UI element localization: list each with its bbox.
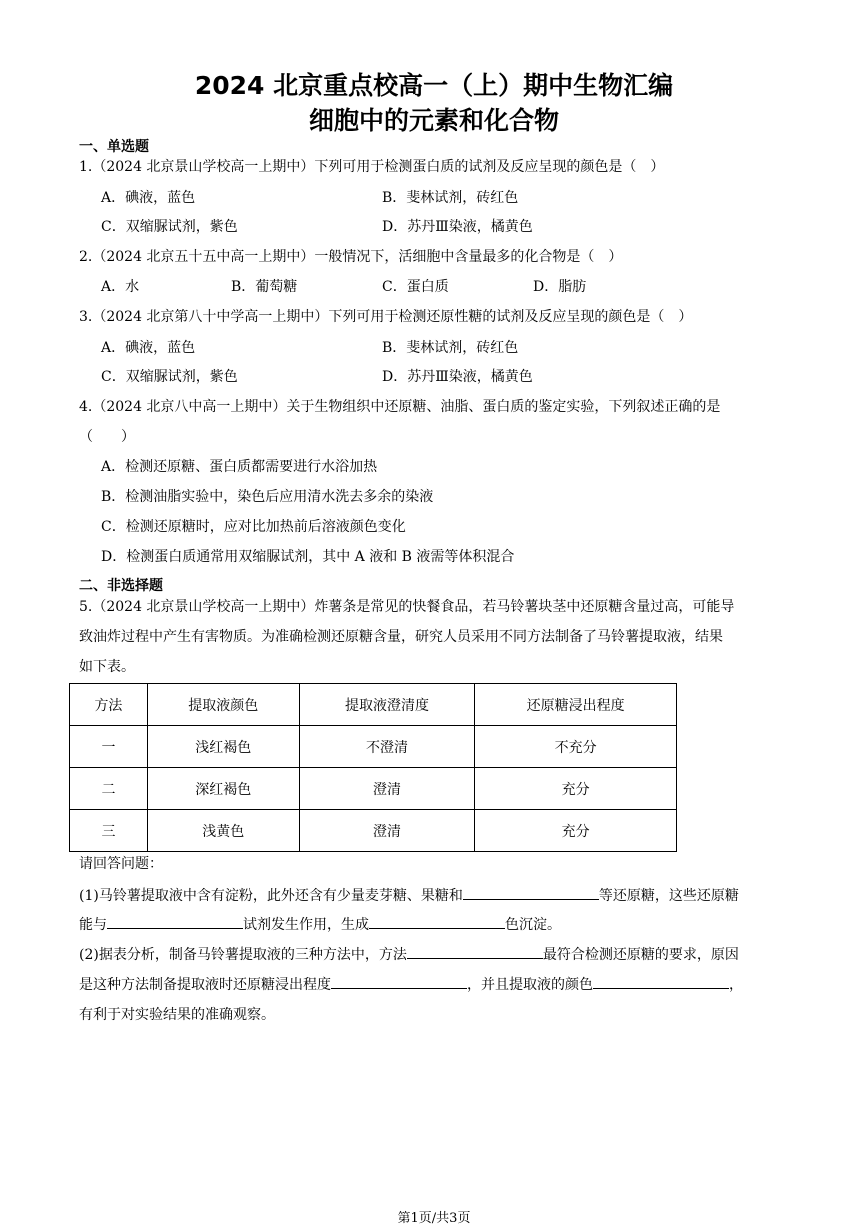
page-footer: 第1页/共3页 xyxy=(397,1211,471,1226)
answer-blank-4[interactable] xyxy=(407,944,543,959)
table-cell: 充分 xyxy=(475,768,677,810)
question-5-sub1-line1 xyxy=(79,885,739,905)
table-cell: 二 xyxy=(70,768,148,810)
table-cell: 三 xyxy=(70,810,148,852)
sub1-text-a: (1)马铃薯提取液中含有淀粉，此外还含有少量麦芽糖、果糖和 xyxy=(79,888,463,904)
question-1-option-b: B．斐林试剂，砖红色 xyxy=(382,190,519,206)
answer-blank-2[interactable] xyxy=(107,914,243,929)
question-4-stem: 4.（2024 北京八中高一上期中）关于生物组织中还原糖、油脂、蛋白质的鉴定实验，下列叙述正确的是 xyxy=(79,399,721,415)
question-1-option-c: C．双缩脲试剂，紫色 xyxy=(101,219,238,235)
answer-blank-1[interactable] xyxy=(463,885,599,900)
sub2-text-b: 最符合检测还原糖的要求，原因 xyxy=(542,947,739,963)
answer-blank-3[interactable] xyxy=(369,914,505,929)
sub2-text-d: ，并且提取液的颜色 xyxy=(467,977,593,993)
question-3-stem: 3.（2024 北京第八十中学高一上期中）下列可用于检测还原性糖的试剂及反应呈现的颜色是（ ） xyxy=(79,309,693,325)
question-1-stem: 1.（2024 北京景山学校高一上期中）下列可用于检测蛋白质的试剂及反应呈现的颜色是（ ） xyxy=(79,159,665,175)
document-subtitle: 细胞中的元素和化合物 xyxy=(308,106,559,135)
question-4-stem-bracket: （ ） xyxy=(79,429,135,445)
table-row xyxy=(70,810,677,852)
question-5-sub2-line1 xyxy=(79,944,739,964)
table-header-cell: 提取液颜色 xyxy=(147,684,299,726)
table-header-cell: 还原糖浸出程度 xyxy=(475,684,677,726)
question-5-stem-line2: 致油炸过程中产生有害物质。为准确检测还原糖含量，研究人员采用不同方法制备了马铃薯提取液，结果 xyxy=(79,629,723,645)
results-table xyxy=(69,683,677,852)
answer-blank-6[interactable] xyxy=(593,974,729,989)
question-4-option-b: B．检测油脂实验中，染色后应用清水洗去多余的染液 xyxy=(101,489,434,505)
question-2-option-b: B．葡萄糖 xyxy=(231,279,298,295)
table-row xyxy=(70,726,677,768)
answer-blank-5[interactable] xyxy=(331,974,467,989)
section-heading-single-choice: 一、单选题 xyxy=(79,139,149,155)
question-5-prompt: 请回答问题： xyxy=(79,856,163,872)
table-cell: 深红褐色 xyxy=(147,768,299,810)
table-header-cell: 方法 xyxy=(70,684,148,726)
table-cell: 浅黄色 xyxy=(147,810,299,852)
question-2-option-c: C．蛋白质 xyxy=(382,279,449,295)
question-3-option-a: A．碘液，蓝色 xyxy=(101,340,196,356)
question-5-stem-line3: 如下表。 xyxy=(79,659,135,675)
question-2-stem: 2.（2024 北京五十五中高一上期中）一般情况下，活细胞中含量最多的化合物是（ ） xyxy=(79,249,623,265)
table-cell: 澄清 xyxy=(299,768,475,810)
table-cell: 充分 xyxy=(475,810,677,852)
question-1-option-a: A．碘液，蓝色 xyxy=(101,190,196,206)
question-4-option-d: D．检测蛋白质通常用双缩脲试剂，其中 A 液和 B 液需等体积混合 xyxy=(101,549,515,565)
table-cell: 浅红褐色 xyxy=(147,726,299,768)
sub1-text-b: 等还原糖，这些还原糖 xyxy=(598,888,739,904)
sub2-text-a: (2)据表分析，制备马铃薯提取液的三种方法中，方法 xyxy=(79,947,407,963)
question-5-sub2-line2 xyxy=(79,974,743,994)
question-4-option-a: A．检测还原糖、蛋白质都需要进行水浴加热 xyxy=(101,459,378,475)
sub1-text-c: 能与 xyxy=(79,917,107,933)
table-cell: 一 xyxy=(70,726,148,768)
question-1-option-d: D．苏丹Ⅲ染液，橘黄色 xyxy=(382,219,533,235)
document-title: 2024 北京重点校高一（上）期中生物汇编 xyxy=(194,71,674,100)
sub1-text-d: 试剂发生作用，生成 xyxy=(243,917,369,933)
question-5-sub1-line2 xyxy=(79,914,561,934)
section-heading-non-choice: 二、非选择题 xyxy=(79,578,163,594)
question-3-option-c: C．双缩脲试剂，紫色 xyxy=(101,369,238,385)
question-5-sub2-line3: 有利于对实验结果的准确观察。 xyxy=(79,1007,275,1023)
question-2-option-d: D．脂肪 xyxy=(533,279,587,295)
table-row xyxy=(70,768,677,810)
question-4-option-c: C．检测还原糖时，应对比加热前后溶液颜色变化 xyxy=(101,519,406,535)
question-2-option-a: A．水 xyxy=(101,279,140,295)
sub2-text-e: ， xyxy=(729,977,743,993)
table-cell: 不充分 xyxy=(475,726,677,768)
sub1-text-e: 色沉淀。 xyxy=(505,917,561,933)
question-5-stem-line1: 5.（2024 北京景山学校高一上期中）炸薯条是常见的快餐食品，若马铃薯块茎中还原糖含量过高，可能导 xyxy=(79,599,735,615)
question-3-option-b: B．斐林试剂，砖红色 xyxy=(382,340,519,356)
table-header-row xyxy=(70,684,677,726)
table-cell: 不澄清 xyxy=(299,726,475,768)
sub2-text-c: 是这种方法制备提取液时还原糖浸出程度 xyxy=(79,977,331,993)
table-cell: 澄清 xyxy=(299,810,475,852)
question-3-option-d: D．苏丹Ⅲ染液，橘黄色 xyxy=(382,369,533,385)
table-header-cell: 提取液澄清度 xyxy=(299,684,475,726)
